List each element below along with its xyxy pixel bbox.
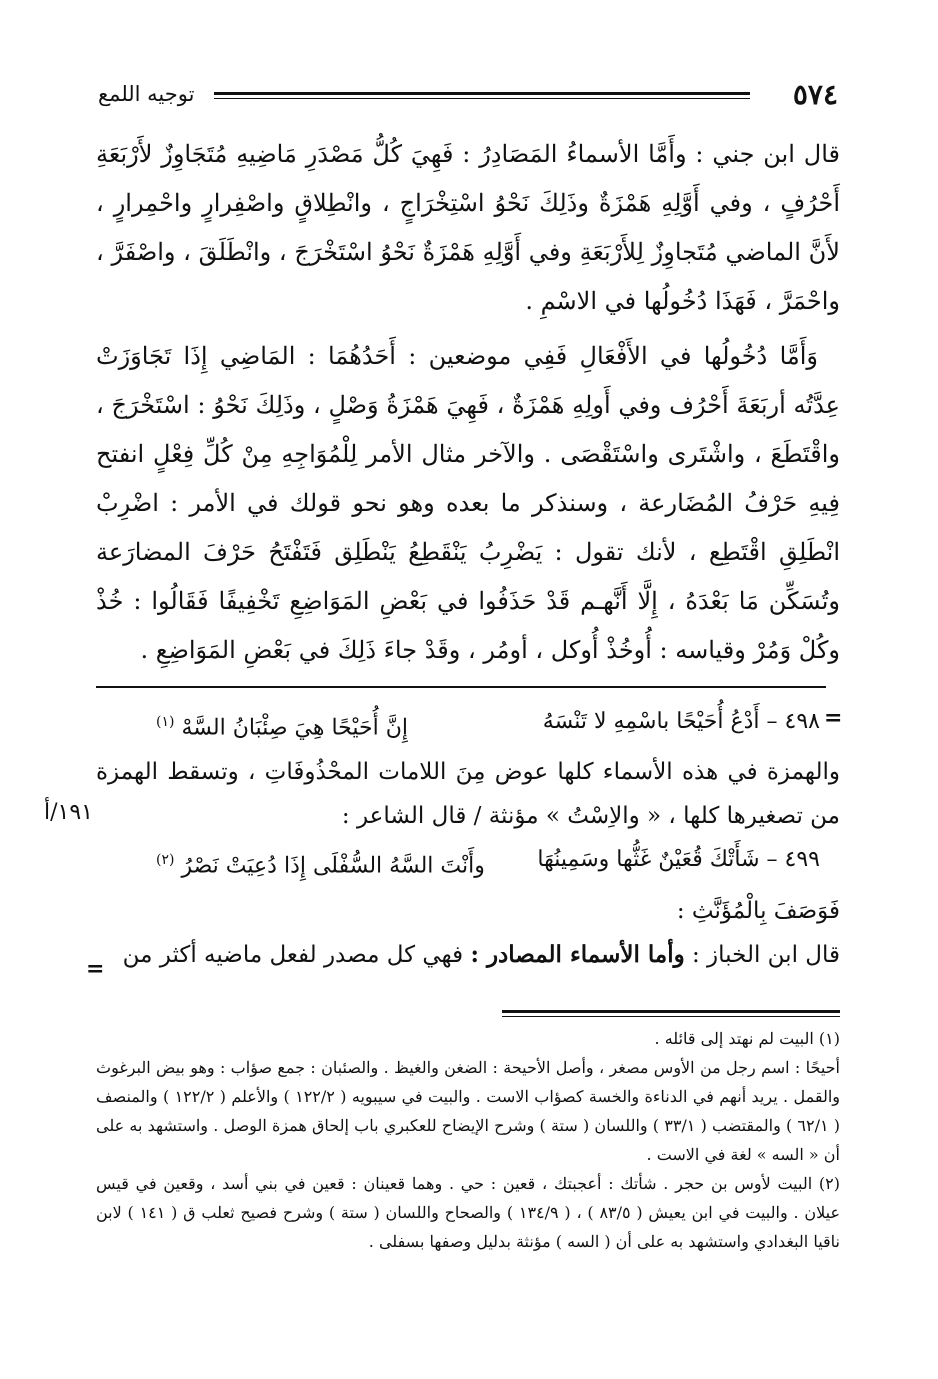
page-number: ٥٧٤	[792, 78, 838, 111]
footnote-2: (٢) البيت لأوس بن حجر . شأتك : أعجبتك ، قعين : حي . وهما قعينان : قعين في بني أسد ، وقعين في قيس عيلان . والبيت في ابن يعيش ( ٨٣/٥ ) ، ( ١٣٤/٩ ) والصحاح واللسان ( ستة ) وشرح فصيح ثعلب ق ( ١٤١ ) لابن ناقيا البغدادي واستشهد به على أن ( السه ) مؤنثة بدليل وصفها بسفلى .	[96, 1174, 840, 1251]
commentary-divider	[96, 686, 826, 688]
footnote-1-commentary: أحيحًا : اسم رجل من الأوس مصغر ، وأصل الأحيحة : الضغن والغيظ . والصئبان : جمع صؤاب : وهو بيض البرغوث والقمل . يريد أنهم في الدناءة والخسة كصؤاب الاست . والبيت في سيبويه ( ١٢٢/٢ ) والأعلم ( ١٢٢/٢ ) والمنصف ( ٦٢/١ ) والمقتضب ( ٣٣/١ ) واللسان ( ستة ) وشرح الإيضاح للعكبري باب إلحاق همزة الوصل . واستشهد به على أن « السه » لغة في الاست .	[96, 1058, 841, 1164]
verse-first-hemistich: ٤٩٨ – أَدْعُ أُحَيْحًا باسْمِهِ لا تَنْسَهُ	[542, 709, 820, 734]
footnote-1: (١) البيت لم نهتد إلى قائله .	[654, 1029, 840, 1048]
footnote-divider-thin	[502, 1016, 840, 1017]
main-paragraph-2	[96, 332, 840, 675]
continuation-marker-bottom: =	[86, 956, 105, 982]
paragraph-text: فهي كل مصدر لفعل ماضيه أكثر من	[122, 941, 464, 968]
footnote-divider	[502, 1010, 840, 1013]
main-paragraph-1	[96, 130, 840, 326]
author-label: قال ابن الخباز :	[692, 941, 840, 968]
page-header	[98, 78, 838, 118]
footnote-ref: (١)	[156, 714, 175, 730]
quoted-heading: وأما الأسماء المصادر :	[470, 940, 685, 968]
paragraph-text: وَأَمَّا دُخُولُها في الأَفْعَالِ فَفِي موضعين : أَحَدُهُمَا : المَاضِي إِذَا تَجَاوَزَتْ عِدَّتُه أربَعَةَ أَحْرُف وفي أَولِهِ هَمْزَةٌ ، فَهِيَ هَمْزَةُ وَصْلٍ ، وذَلِكَ نَحْوُ : اسْتَخْرَجَ ، واقْتَطَعَ ، واشْتَرى واسْتَقْصَى . والآخر مثال الأمر لِلْمُوَاجِهِ مِنْ كُلِّ فِعْلٍ انفتح فِيهِ حَرْفُ المُضَارعة ، وسنذكر ما بعده وهو نحو قولك في الأمر : اضْرِبْ انْطَلِقِ اقْتَطِع ، لأنك تقول : يَضْرِبُ يَنْقَطِعُ يَنْطَلِق فَتَفْتَحُ حَرْفَ المضارَعة وتُسَكِّن مَا بَعْدَهُ ، إِلَّا أَنَّهـم قَدْ حَذَفُوا في بَعْضِ المَوَاضِعِ تَخْفِيفًا فَقَالُوا : خُذْ وكُلْ وَمُرْ وقياسه : أُوخُذْ أُوكل ، أومُر ، وقَدْ جاءَ ذَلِكَ في بَعْضِ المَوَاضِعِ .	[96, 342, 840, 664]
commentary-paragraph-3	[96, 933, 840, 977]
verse-498	[96, 700, 843, 750]
verse-first-hemistich: ٤٩٩ – شَأَتْكَ قُعَيْنٌ غَثُّها وسَمِينُهَا	[537, 847, 820, 873]
continuation-marker-top: =	[824, 705, 843, 731]
running-title: توجيه اللمع	[98, 82, 195, 106]
footnotes	[96, 1024, 840, 1256]
verse-499	[96, 838, 840, 888]
hemistich-text: إِنَّ أُحَيْحًا هِيَ صِئْبَانُ السَّهْ	[181, 715, 408, 741]
hemistich-text: وأَنْتَ السَّهُ السُّفْلَى إِذَا دُعِيَتْ نَصْرُ	[181, 853, 485, 879]
main-text	[96, 130, 840, 675]
header-rule	[214, 92, 750, 99]
commentary-paragraph-1: والهمزة في هذه الأسماء كلها عوض مِنَ اللامات المحْذُوفَاتِ ، وتسقط الهمزة من تصغيرها كلها ، « والاِسْتُ » مؤنثة / قال الشاعر :	[96, 759, 840, 830]
commentary-paragraph-2: فَوَصَفَ بِالْمُؤَنَّثِ :	[676, 897, 840, 924]
manuscript-folio: ١٩١/أ	[44, 800, 93, 825]
verse-second-hemistich	[156, 838, 485, 888]
author-label: قال ابن جني :	[695, 140, 840, 168]
verse-second-hemistich	[156, 700, 408, 750]
paragraph-text: وأَمَّا الأسماءُ المَصَادِرُ : فَهِيَ كُلُّ مَصْدَرِ مَاضِيهِ مُتَجَاوِزٌ لأَرْبَعَةِ أَحْرُفٍ ، وفي أَوَّلِهِ هَمْزَةٌ وذَلِكَ نَحْوُ اسْتِخْرَاجٍ ، وانْطِلاقٍ واصْفِرارٍ واحْمِرارٍ ، لأَنَّ الماضي مُتَجاوِزٌ لِلأَرْبَعَةِ وفي أَوَّلِهِ هَمْزَةٌ نَحْوُ اسْتَخْرَجَ ، وانْطَلَقَ ، واصْفَرَّ ، واحْمَرَّ ، فَهَذَا دُخُولُها في الاسْمِ .	[96, 140, 840, 315]
commentary-block	[96, 700, 843, 977]
footnote-ref: (٢)	[156, 852, 175, 869]
